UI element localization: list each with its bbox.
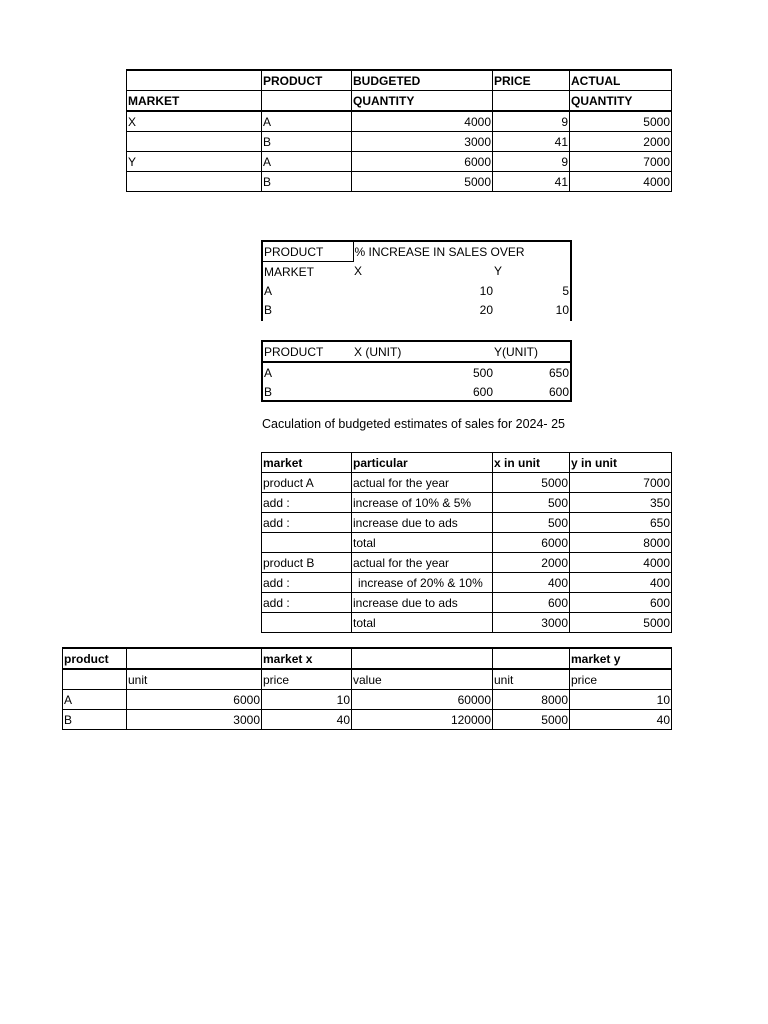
table-cell: 3000	[127, 710, 262, 730]
table-cell: B	[262, 172, 352, 192]
header-cell: market x	[262, 648, 352, 669]
percent-increase-table	[261, 240, 572, 321]
header-cell	[127, 70, 262, 91]
table-cell: 8000	[570, 533, 672, 553]
table-cell: 4000	[570, 553, 672, 573]
table-cell: total	[352, 533, 493, 553]
header-cell: ACTUAL	[570, 70, 672, 91]
table-cell: total	[352, 613, 493, 633]
header-cell: x in unit	[493, 453, 570, 473]
table-cell: add :	[262, 593, 352, 613]
table-cell: 650	[548, 365, 569, 380]
table-cell: 60000	[352, 690, 493, 710]
table-cell: 40	[570, 710, 672, 730]
table-cell: 5000	[570, 613, 672, 633]
table-cell: 500	[472, 365, 493, 380]
table-cell: 6000	[127, 690, 262, 710]
table-cell: 600	[548, 384, 569, 399]
header-cell: y in unit	[570, 453, 672, 473]
table-cell: B	[264, 302, 273, 317]
header-cell: market	[262, 453, 352, 473]
header-cell: value	[352, 669, 493, 690]
header-cell: Y	[494, 264, 503, 279]
header-cell	[127, 648, 262, 669]
header-cell: BUDGETED	[352, 70, 493, 91]
table-cell: 650	[570, 513, 672, 533]
header-cell: X (UNIT)	[353, 342, 494, 362]
table-header-row	[263, 242, 570, 262]
table-cell: product A	[262, 473, 352, 493]
table-cell: add :	[262, 513, 352, 533]
header-cell: PRODUCT	[262, 70, 352, 91]
header-cell: price	[570, 669, 672, 690]
header-cell	[262, 91, 352, 112]
table-row	[262, 593, 672, 613]
table-cell: B	[262, 132, 352, 152]
table-cell: add :	[262, 573, 352, 593]
table-cell: A	[63, 690, 127, 710]
header-cell: MARKET	[264, 264, 315, 279]
header-cell	[493, 91, 570, 112]
table-cell: B	[63, 710, 127, 730]
table-row	[127, 152, 672, 172]
header-cell: MARKET	[127, 91, 262, 112]
table-cell: 5000	[493, 710, 570, 730]
table-cell: 4000	[570, 172, 672, 192]
header-cell	[493, 648, 570, 669]
header-cell: PRODUCT	[263, 242, 353, 262]
table-cell: 400	[493, 573, 570, 593]
table-cell: increase due to ads	[352, 593, 493, 613]
table-cell: actual for the year	[352, 553, 493, 573]
table-cell: A	[262, 152, 352, 172]
header-cell: PRICE	[493, 70, 570, 91]
table-cell: 10	[555, 302, 569, 317]
table-cell: 3000	[493, 613, 570, 633]
header-cell: unit	[493, 669, 570, 690]
header-cell: PRODUCT	[263, 342, 353, 362]
table-row	[63, 690, 672, 710]
header-cell: QUANTITY	[352, 91, 493, 112]
table-row	[127, 111, 672, 132]
table-cell: 40	[262, 710, 352, 730]
header-cell: Y(UNIT)	[494, 342, 570, 362]
table-cell	[262, 533, 352, 553]
table-header-row	[127, 70, 672, 91]
header-cell: particular	[352, 453, 493, 473]
market-value-table	[62, 647, 672, 730]
table-row	[127, 172, 672, 192]
table-cell: 10	[570, 690, 672, 710]
table-cell: 2000	[493, 553, 570, 573]
table-cell: X	[127, 111, 262, 132]
table-cell: 9	[493, 152, 570, 172]
table-row	[127, 132, 672, 152]
table-cell: 5000	[570, 111, 672, 132]
budget-estimate-table	[261, 452, 672, 633]
header-cell: X	[354, 264, 363, 279]
table-cell: increase due to ads	[352, 513, 493, 533]
table-cell: increase of 10% & 5%	[352, 493, 493, 513]
table-header-row	[63, 648, 672, 669]
table-row	[262, 613, 672, 633]
table-cell: 120000	[352, 710, 493, 730]
table-cell: 600	[472, 384, 493, 399]
table-cell: 5000	[493, 473, 570, 493]
table-cell	[262, 613, 352, 633]
table-cell: add :	[262, 493, 352, 513]
table-cell: 500	[493, 493, 570, 513]
table-cell: 6000	[352, 152, 493, 172]
header-cell: QUANTITY	[570, 91, 672, 112]
table-cell: 400	[570, 573, 672, 593]
header-cell: product	[63, 648, 127, 669]
table-row	[262, 553, 672, 573]
table-cell: A	[264, 365, 273, 380]
table-row	[262, 573, 672, 593]
table-row	[263, 300, 570, 319]
table-cell: 500	[493, 513, 570, 533]
table-cell: 4000	[352, 111, 493, 132]
table-cell: 2000	[570, 132, 672, 152]
table-cell: 41	[493, 132, 570, 152]
table-cell: 41	[493, 172, 570, 192]
table-row	[63, 710, 672, 730]
table-header-row	[127, 91, 672, 112]
header-cell: price	[262, 669, 352, 690]
table-row	[263, 382, 570, 401]
table-cell: 6000	[493, 533, 570, 553]
table-cell: 10	[479, 283, 493, 298]
table-header-row	[263, 262, 570, 282]
table-row	[262, 473, 672, 493]
table-row	[263, 362, 570, 382]
table-cell: 10	[262, 690, 352, 710]
table-cell	[127, 132, 262, 152]
table-cell: increase of 20% & 10%	[352, 573, 493, 593]
calculation-caption: Caculation of budgeted estimates of sales for 2024- 25	[262, 417, 565, 431]
table-cell: Y	[127, 152, 262, 172]
table-cell: A	[264, 283, 273, 298]
table-cell: 5	[562, 283, 569, 298]
header-cell	[352, 648, 493, 669]
table-cell: 600	[493, 593, 570, 613]
table-cell: 8000	[493, 690, 570, 710]
table-row	[262, 533, 672, 553]
header-cell: market y	[570, 648, 672, 669]
table-cell: product B	[262, 553, 352, 573]
table-cell: 600	[570, 593, 672, 613]
table-cell	[127, 172, 262, 192]
table-row	[263, 281, 570, 300]
table-row	[262, 513, 672, 533]
table-cell: 7000	[570, 473, 672, 493]
table-cell: 350	[570, 493, 672, 513]
budget-table	[126, 69, 672, 192]
header-cell: unit	[127, 669, 262, 690]
table-cell: 7000	[570, 152, 672, 172]
table-cell: actual for the year	[352, 473, 493, 493]
table-row	[262, 493, 672, 513]
table-header-row	[263, 342, 570, 362]
table-cell: 20	[479, 302, 493, 317]
table-cell: 9	[493, 111, 570, 132]
unit-increase-table	[261, 340, 572, 402]
table-cell: B	[264, 384, 273, 399]
table-cell: 3000	[352, 132, 493, 152]
table-cell: 5000	[352, 172, 493, 192]
header-cell	[63, 669, 127, 690]
table-header-row	[63, 669, 672, 690]
table-cell: A	[262, 111, 352, 132]
header-cell: % INCREASE IN SALES OVER	[354, 244, 525, 259]
table-header-row	[262, 453, 672, 473]
